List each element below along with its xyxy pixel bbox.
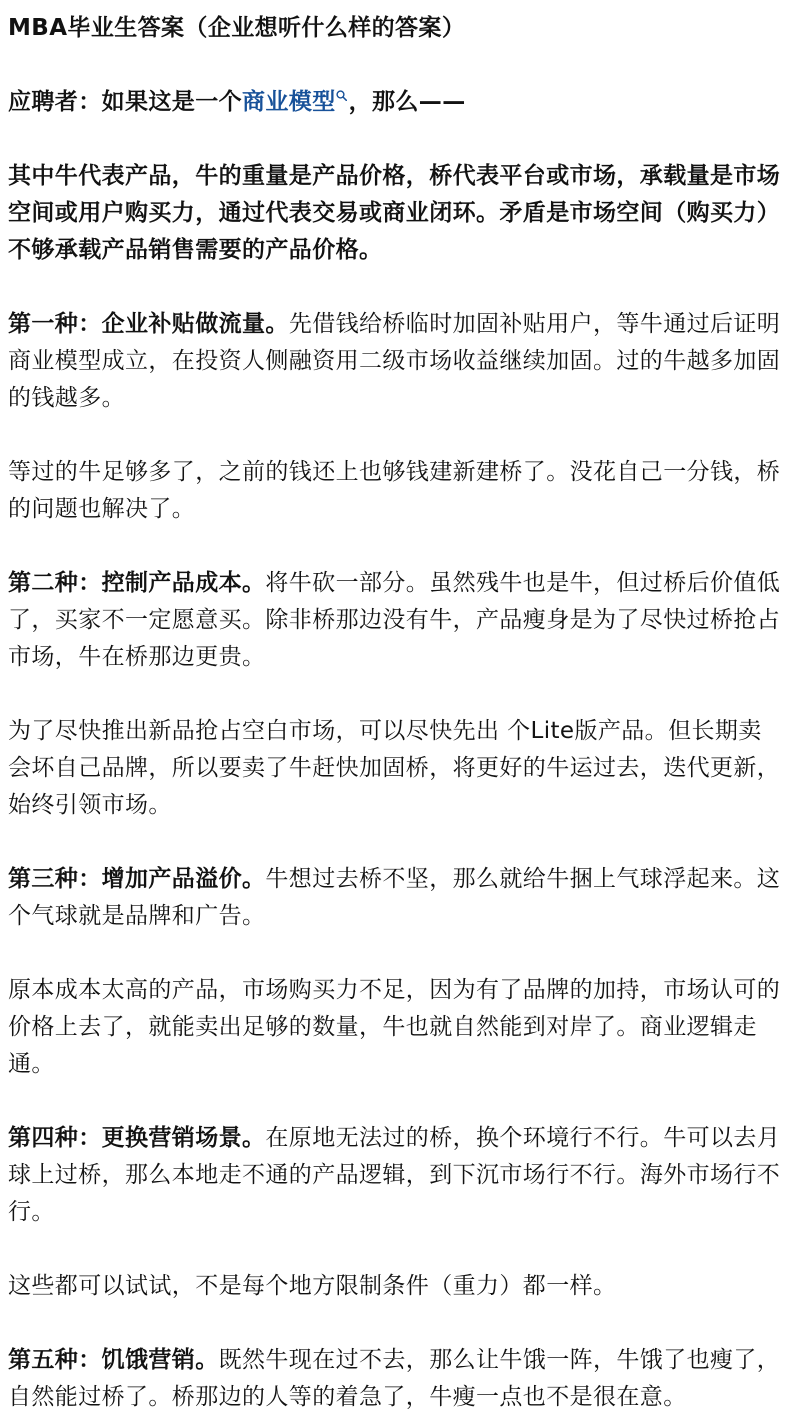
method-1-paragraph: [8, 306, 782, 417]
method-3-text: 牛想过去桥不坚，那么就给牛捆上气球浮起来。这个气球就是品牌和广告。: [8, 866, 781, 929]
method-1-heading: 第一种：企业补贴做流量。: [8, 311, 289, 337]
method-2-heading: 第二种：控制产品成本。: [8, 570, 266, 596]
method-3-followup: 原本成本太高的产品，市场购买力不足，因为有了品牌的加持，市场认可的价格上去了，就能卖出足够的数量，牛也就自然能到对岸了。商业逻辑走通。: [8, 977, 781, 1077]
method-3-paragraph: [8, 861, 782, 935]
method-4-followup: 这些都可以试试，不是每个地方限制条件（重力）都一样。: [8, 1273, 617, 1299]
intro-prefix: 应聘者：如果这是一个: [8, 89, 242, 115]
method-2-paragraph: [8, 565, 782, 676]
method-4-text: 在原地无法过的桥，换个环境行不行。牛可以去月球上过桥，那么本地走不通的产品逻辑，到下沉市场行不行。海外市场行不行。: [8, 1125, 781, 1225]
method-3-heading: 第三种：增加产品溢价。: [8, 866, 266, 892]
method-1-followup: 等过的牛足够多了，之前的钱还上也够钱建新建桥了。没花自己一分钱，桥的问题也解决了。: [8, 459, 781, 522]
method-1-text: 先借钱给桥临时加固补贴用户，等牛通过后证明商业模型成立，在投资人侧融资用二级市场收益继续加固。过的牛越多加固的钱越多。: [8, 311, 781, 411]
intro-suffix: ，那么——: [348, 89, 466, 115]
framing-paragraph: 其中牛代表产品，牛的重量是产品价格，桥代表平台或市场，承载量是市场空间或用户购买力，通过代表交易或商业闭环。矛盾是市场空间（购买力）不够承载产品销售需要的产品价格。: [8, 163, 781, 263]
intro-paragraph: [8, 84, 782, 121]
method-4-paragraph: [8, 1120, 782, 1231]
method-5-text: 既然牛现在过不去，那么让牛饿一阵，牛饿了也瘦了，自然能过桥了。桥那边的人等的着急了，牛瘦一点也不是很在意。: [8, 1347, 781, 1410]
search-icon[interactable]: [336, 90, 347, 101]
article-title: MBA毕业生答案（企业想听什么样的答案）: [8, 15, 466, 41]
method-2-followup: 为了尽快推出新品抢占空白市场，可以尽快先出 个Lite版产品。但长期卖会坏自己品牌，所以要卖了牛赶快加固桥，将更好的牛运过去，迭代更新，始终引领市场。: [8, 718, 781, 818]
method-5-heading: 第五种：饥饿营销。: [8, 1347, 219, 1373]
method-4-heading: 第四种：更换营销场景。: [8, 1125, 266, 1151]
method-5-paragraph: [8, 1342, 782, 1416]
business-model-link[interactable]: 商业模型: [242, 89, 336, 115]
method-2-text: 将牛砍一部分。虽然残牛也是牛，但过桥后价值低了，买家不一定愿意买。除非桥那边没有牛，产品瘦身是为了尽快过桥抢占市场，牛在桥那边更贵。: [8, 570, 781, 670]
